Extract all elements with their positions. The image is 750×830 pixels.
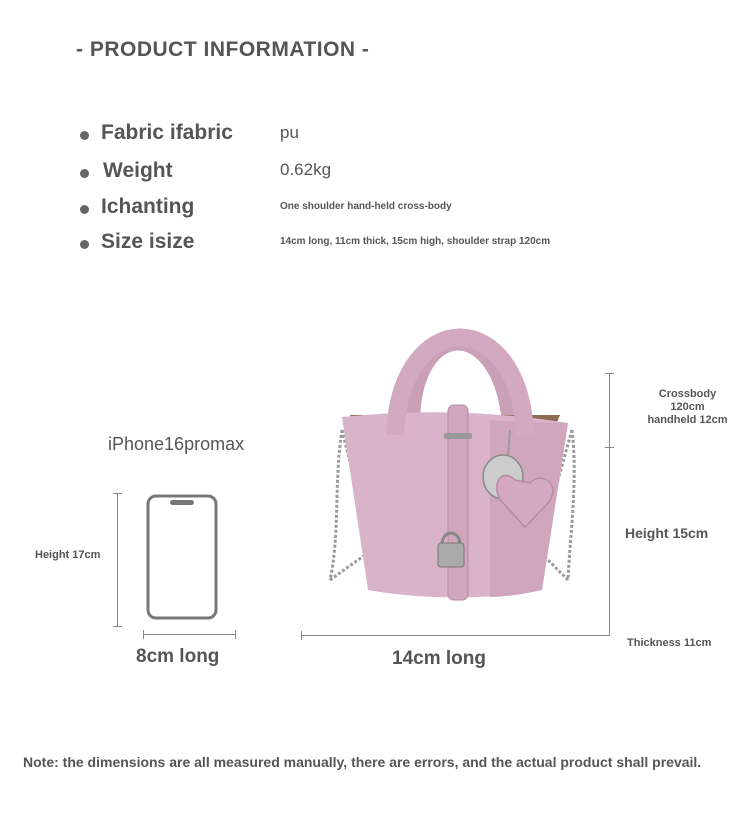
spec-label-ichanting: Ichanting [101, 195, 195, 218]
phone-model-caption: iPhone16promax [108, 434, 245, 454]
spec-value-weight: 0.62kg [280, 160, 332, 179]
page-title: - PRODUCT INFORMATION - [76, 38, 370, 61]
footer-note: Note: the dimensions are all measured manually, there are errors, and the actual product shall prevail. [23, 754, 702, 770]
strap-handheld-text: handheld 12cm [647, 414, 728, 426]
bag-image [320, 305, 590, 610]
bag-length-line [301, 635, 610, 636]
spec-value-size: 14cm long, 11cm thick, 15cm high, shoulder strap 120cm [280, 236, 551, 247]
strap-length-text: 120cm [670, 401, 705, 413]
phone-length-label: 8cm long [136, 646, 220, 667]
phone-height-line [117, 493, 118, 627]
phone-length-tick-left [143, 630, 144, 639]
bag-height-tick-top [605, 373, 614, 374]
bag-length-tick-left [301, 631, 302, 640]
spec-value-fabric: pu [280, 123, 299, 142]
strap-crossbody-text: Crossbody [658, 388, 717, 400]
bullet-icon [80, 169, 89, 178]
bullet-icon [80, 205, 89, 214]
spec-value-ichanting: One shoulder hand-held cross-body [280, 201, 452, 212]
bullet-icon [80, 240, 89, 249]
phone-height-tick-bottom [113, 626, 122, 627]
phone-height-tick-top [113, 493, 122, 494]
phone-height-label: Height 17cm [35, 549, 101, 561]
bullet-icon [80, 131, 89, 140]
bag-height-label: Height 15cm [625, 525, 709, 541]
bag-length-label: 14cm long [392, 648, 486, 669]
bag-thickness-label: Thickness 11cm [627, 637, 712, 649]
phone-length-line [143, 634, 236, 635]
bag-height-tick-mid [605, 447, 614, 448]
spec-label-fabric: Fabric ifabric [101, 121, 233, 144]
bag-height-line [609, 373, 610, 636]
spec-label-size: Size isize [101, 230, 195, 253]
strap-length-label [635, 388, 740, 427]
phone-length-tick-right [235, 630, 236, 639]
spec-label-weight: Weight [103, 159, 173, 182]
phone-icon [140, 490, 225, 625]
